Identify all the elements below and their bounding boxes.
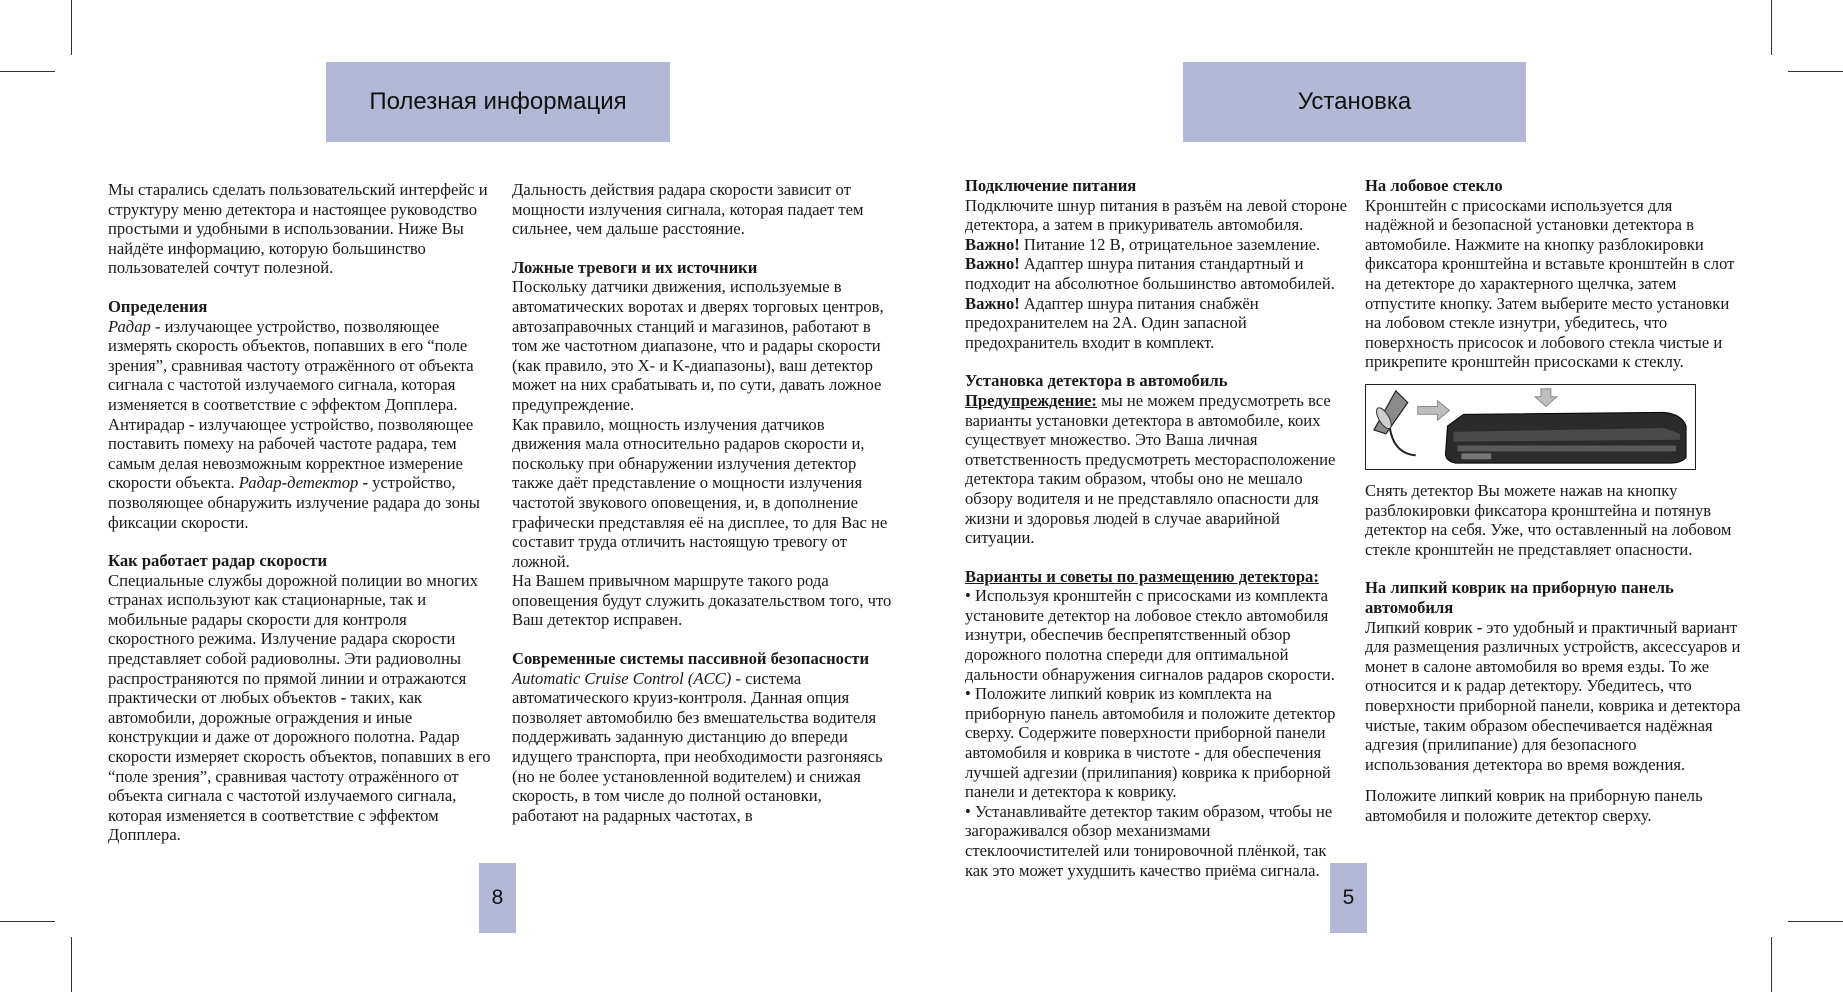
left-column-1 [108, 180, 492, 845]
false-alarms-paragraph-3: На Вашем привычном маршруте такого рода оповещения будут служить доказательством того, что Ваш детектор исправен. [512, 571, 892, 630]
definitions-heading: Определения [108, 296, 208, 316]
sticky-mat-term: Липкий коврик [1365, 617, 1473, 637]
crop-mark [0, 921, 55, 922]
page-number-left: 8 [479, 863, 516, 933]
false-alarms-paragraph-2: Как правило, мощность излучения датчиков движения мала относительно радаров скорости и, поскольку при обнаружении излучения детектор также даёт представление о мощности излучения частотой звукового оповещения, и, в дополнение графически представляя её на дисплее, то для Вас не составит труда отличить настоящую тревогу от ложной. [512, 414, 888, 571]
windshield-heading: На лобовое стекло [1365, 176, 1503, 195]
sticky-mat-paragraph: Липкий коврик - это удобный и практичный вариант для размещения различных устройств, аксессуаров и монет в салоне автомобиля во время езды. То же относится и к радар детектору. Убедитесь, что поверхности приборной панели, коврика и детектора чистые, таким образом обеспечивается надёжная адгезия (прилипание) для безопасного использования детектора во время вождения. [1365, 617, 1741, 774]
page-header-useful-info: Полезная информация [326, 62, 670, 142]
range-paragraph: Дальность действия радара скорости зависит от мощности излучения сигнала, которая падает тем сильнее, чем дальше расстояние. [512, 180, 864, 239]
crop-mark [71, 0, 72, 55]
antiradar-dash: - [188, 414, 195, 434]
caution-label: Предупреждение: [965, 390, 1097, 410]
remove-detector-paragraph: Снять детектор Вы можете нажав на кнопку разблокировки фиксатора кронштейна и потянув детектор на себя. Уже, что оставленный на лобовом стекле кронштейн не представляет опасности. [1365, 481, 1732, 559]
power-connection-paragraph: Подключите шнур питания в разъём на левой стороне детектора, а затем в прикуриватель автомобиля. [965, 195, 1347, 235]
radar-detector-dash: - [358, 473, 373, 493]
windshield-paragraph: Кронштейн с присосками используется для надёжной и безопасной установки детектора в автомобиле. Нажмите на кнопку разблокировки фиксатора кронштейна и вставьте кронштейн в слот на детекторе до характерного щелчка, затем отпустите кнопку. Затем выберите место установки на лобовом стекле изнутри, убедитесь, что поверхность присосок и лобового стекла чистые и прикрепите кронштейн присосками к стеклу. [1365, 195, 1735, 372]
crop-mark [1788, 71, 1843, 72]
false-alarms-paragraph-1: Поскольку датчики движения, используемые в автоматических воротах и дверях торговых центров, автозаправочных станций и магазинов, работают в том же частотном диапазоне, что и радары скорости (как правило, это X- и K-диапазоны), ваш детектор может на них срабатывать и, по сути, давать ложное предупреждение. [512, 277, 884, 414]
passive-safety-heading: Современные системы пассивной безопасности [512, 649, 870, 669]
page-number-right: 5 [1330, 863, 1367, 933]
intro-paragraph: Мы старались сделать пользовательский интерфейс и структуру меню детектора и настоящее руководство простыми и удобными в использовании. Ниже Вы найдёте информацию, которую большинство пользователей сочтут полезной. [108, 180, 488, 278]
crop-mark [71, 937, 72, 992]
how-radar-works-heading: Как работает радар скорости [108, 551, 328, 571]
placement-tips-heading: Варианты и советы по размещению детектора: [965, 566, 1319, 586]
mount-illustration [1365, 384, 1696, 470]
radar-detector-definition: устройство, позволяющее обнаружить излучение радара до зоны фиксации скорости. [108, 473, 480, 532]
right-column-2-lower [1365, 481, 1743, 826]
antiradar-definition: излучающее устройство, позволяющее поставить помеху на рабочей частоте радара, тем самым делая невозможным корректное измерение скорости объекта. [108, 414, 474, 493]
crop-mark [0, 71, 55, 72]
crop-mark [1788, 921, 1843, 922]
false-alarms-heading: Ложные тревоги и их источники [512, 257, 758, 277]
right-column-1 [965, 176, 1347, 880]
install-in-car-heading: Установка детектора в автомобиль [965, 371, 1228, 391]
placement-tip-3: • Устанавливайте детектор таким образом, чтобы не загораживался обзор механизмами стеклоочистителей или тонировочной плёнкой, так как это может ухудшить качество приёма сигнала. [965, 801, 1333, 880]
acc-term: Automatic Cruise Control (ACC) [512, 668, 732, 688]
page-header-installation: Установка [1183, 62, 1526, 142]
right-column-2 [1365, 176, 1743, 372]
radar-term: Радар [108, 316, 151, 336]
placement-tip-1: • Используя кронштейн с присосками из комплекта установите детектор на лобовое стекло автомобиля изнутри, обеспечив беспрепятственный обзор дорожного полотна спереди для оптимальной дальности обнаружения сигналов радаров скорости. [965, 586, 1335, 684]
important-note-3: Важно! Адаптер шнура питания снабжён предохранителем на 2А. Один запасной предохранитель входит в комплект. [965, 293, 1259, 352]
definitions-paragraph [108, 317, 492, 533]
sticky-mat-heading: На липкий коврик на приборную панель автомобиля [1365, 578, 1674, 617]
radar-definition: - излучающее устройство, позволяющее измерять скорость объектов, попавших в его “поле зрения”, сравнивая частоту отражённого от объекта сигнала с частотой излучаемого сигнала, которая изменяется в соответствие с эффектом Допплера. Антирадар [108, 316, 474, 434]
placement-tip-2: • Положите липкий коврик из комплекта на приборную панель автомобиля и положите детектор сверху. Содержите поверхности приборной панели автомобиля и коврика в чистоте - для обеспечения лучшей адгезии (прилипания) коврика к приборной панели и детектора к коврику. [965, 684, 1336, 802]
sticky-mat-final-paragraph: Положите липкий коврик на приборную панель автомобиля и положите детектор сверху. [1365, 786, 1703, 825]
important-note-2: Важно! Адаптер шнура питания стандартный и подходит на абсолютное большинство автомобилей. [965, 254, 1335, 293]
acc-paragraph: Automatic Cruise Control (ACC) - система автоматического круиз-контроля. Данная опция позволяет автомобилю без вмешательства водителя поддерживать заданную дистанцию до впереди идущего транспорта, при необходимости разгоняясь (но не более установленной водителем) и снижая скорость, в том числе до полной остановки, работают на радарных частотах, в [512, 668, 883, 825]
radar-detector-term: Радар-детектор [238, 473, 359, 493]
power-connection-heading: Подключение питания [965, 176, 1137, 195]
caution-paragraph: Предупреждение: мы не можем предусмотреть все варианты установки детектора в автомобиле, коих существует множество. Это Ваша личная ответственность предусмотреть месторасположение детектора таким образом, чтобы оно не мешало обзору водителя и не представляло опасности для жизни и здоровья людей в случае аварийной ситуации. [965, 390, 1336, 548]
crop-mark [1771, 0, 1772, 55]
how-radar-works-paragraph: Специальные службы дорожной полиции во многих странах используют как стационарные, так и мобильные радары скорости для контроля скоростного режима. Излучение радара скорости представляет собой радиоволны. Эти радиоволны распространяются по прямой линии и отражаются практически от любых объектов - таких, как автомобили, дорожные ограждения и иные конструкции и даже от дорожного полотна. Радар скорости измеряет скорость объектов, попавших в его “поле зрения”, сравнивая частоту отражённого от объекта сигнала с частотой излучаемого сигнала, которая изменяется в соответствие с эффектом Допплера. [108, 570, 491, 845]
left-column-2 [512, 180, 892, 825]
crop-mark [1771, 937, 1772, 992]
important-note-1: Важно! Питание 12 В, отрицательное заземление. [965, 234, 1321, 254]
